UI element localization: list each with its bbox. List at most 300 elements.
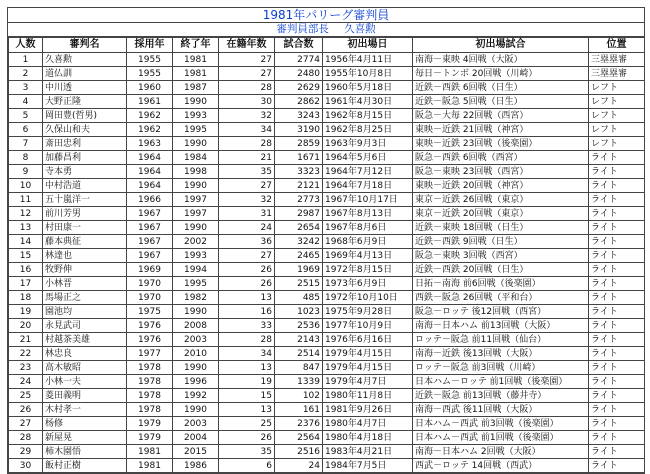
col-debut-game-cell: 日拓－南海 前6回戦（後楽園） xyxy=(413,277,589,291)
table-row xyxy=(9,291,645,305)
table-row xyxy=(9,165,645,179)
col-umpire-name-cell: 村越茶美雄 xyxy=(43,333,127,347)
col-end-year-cell: 2003 xyxy=(173,417,219,431)
col-hire-year-cell: 1979 xyxy=(127,417,173,431)
col-years-cell: 35 xyxy=(219,165,275,179)
col-hire-year-cell: 1955 xyxy=(127,67,173,81)
col-debut-date-cell: 1979年4月7日 xyxy=(323,375,413,389)
col-games-cell: 2515 xyxy=(275,277,323,291)
col-years-cell: 13 xyxy=(219,361,275,375)
col-end-year-cell: 1995 xyxy=(173,123,219,137)
col-debut-game-cell: 近鉄－西鉄 9回戦（日生） xyxy=(413,235,589,249)
col-debut-game-cell: 近鉄－東映 18回戦（日生） xyxy=(413,221,589,235)
col-umpire-name-header: 審判名 xyxy=(43,38,127,53)
col-hire-year-cell: 1964 xyxy=(127,165,173,179)
col-number-cell: 3 xyxy=(9,81,43,95)
col-years-cell: 27 xyxy=(219,67,275,81)
table-row xyxy=(9,207,645,221)
col-end-year-cell: 1997 xyxy=(173,193,219,207)
col-umpire-name-cell: 五十嵐洋一 xyxy=(43,193,127,207)
col-debut-date-cell: 1981年9月26日 xyxy=(323,403,413,417)
col-debut-game-cell: 南海－日本ハム 前13回戦（大阪） xyxy=(413,319,589,333)
col-number-cell: 11 xyxy=(9,193,43,207)
col-debut-date-cell: 1980年4月7日 xyxy=(323,417,413,431)
col-number-cell: 5 xyxy=(9,109,43,123)
col-debut-game-cell: 東映－近鉄 23回戦（後楽園） xyxy=(413,137,589,151)
col-debut-game-cell: 南海－近鉄 後13回戦（大阪） xyxy=(413,347,589,361)
col-hire-year-cell: 1967 xyxy=(127,235,173,249)
col-position-cell: ライト xyxy=(589,193,645,207)
col-games-cell: 1969 xyxy=(275,263,323,277)
table-row xyxy=(9,389,645,403)
col-end-year-cell: 1998 xyxy=(173,165,219,179)
col-hire-year-cell: 1981 xyxy=(127,459,173,473)
col-debut-game-cell: 東京－近鉄 26回戦（東京） xyxy=(413,193,589,207)
col-debut-game-cell: 南海－西武 後11回戦（大阪） xyxy=(413,403,589,417)
col-number-cell: 19 xyxy=(9,305,43,319)
col-years-cell: 16 xyxy=(219,305,275,319)
table-row xyxy=(9,179,645,193)
col-position-cell: ライト xyxy=(589,305,645,319)
col-debut-game-cell: 東京－近鉄 20回戦（東京） xyxy=(413,207,589,221)
col-number-cell: 10 xyxy=(9,179,43,193)
col-end-year-cell: 1996 xyxy=(173,375,219,389)
table-row xyxy=(9,319,645,333)
col-games-cell: 2859 xyxy=(275,137,323,151)
col-number-cell: 18 xyxy=(9,291,43,305)
col-games-cell: 2629 xyxy=(275,81,323,95)
col-umpire-name-cell: 杨修 xyxy=(43,417,127,431)
col-debut-game-cell: 東映－近鉄 21回戦（神宮） xyxy=(413,123,589,137)
col-umpire-name-cell: 中村浩道 xyxy=(43,179,127,193)
col-hire-year-cell: 1970 xyxy=(127,277,173,291)
col-years-cell: 34 xyxy=(219,123,275,137)
col-position-cell: ライト xyxy=(589,179,645,193)
col-debut-date-cell: 1964年7月18日 xyxy=(323,179,413,193)
col-end-year-cell: 1982 xyxy=(173,291,219,305)
col-years-cell: 21 xyxy=(219,151,275,165)
col-games-cell: 2774 xyxy=(275,53,323,67)
col-games-cell: 2862 xyxy=(275,95,323,109)
col-years-cell: 19 xyxy=(219,375,275,389)
table-row xyxy=(9,109,645,123)
col-games-cell: 24 xyxy=(275,459,323,473)
col-position-cell: ライト xyxy=(589,347,645,361)
col-position-cell: ライト xyxy=(589,291,645,305)
col-hire-year-cell: 1960 xyxy=(127,81,173,95)
col-umpire-name-cell: 新屋晃 xyxy=(43,431,127,445)
col-umpire-name-cell: 永見武司 xyxy=(43,319,127,333)
col-end-year-cell: 1986 xyxy=(173,459,219,473)
table-row xyxy=(9,263,645,277)
col-position-cell: ライト xyxy=(589,277,645,291)
table-row xyxy=(9,459,645,473)
col-debut-game-cell: 阪急－西鉄 6回戦（西宮） xyxy=(413,151,589,165)
col-end-year-cell: 1990 xyxy=(173,95,219,109)
col-debut-date-cell: 1979年4月15日 xyxy=(323,347,413,361)
col-position-cell: ライト xyxy=(589,389,645,403)
col-years-cell: 27 xyxy=(219,53,275,67)
col-debut-game-cell: 南海－日本ハム 2回戦（大阪） xyxy=(413,445,589,459)
col-number-cell: 30 xyxy=(9,459,43,473)
col-position-cell: ライト xyxy=(589,445,645,459)
col-debut-date-cell: 1963年9月3日 xyxy=(323,137,413,151)
col-umpire-name-cell: 斎田忠利 xyxy=(43,137,127,151)
col-number-cell: 29 xyxy=(9,445,43,459)
col-debut-date-cell: 1980年11月8日 xyxy=(323,389,413,403)
col-debut-game-cell: 近鉄－阪急 前13回戦（藤井寺） xyxy=(413,389,589,403)
col-games-cell: 2536 xyxy=(275,319,323,333)
col-debut-date-cell: 1967年8月13日 xyxy=(323,207,413,221)
col-hire-year-cell: 1967 xyxy=(127,221,173,235)
col-years-cell: 28 xyxy=(219,333,275,347)
col-umpire-name-cell: 小林晋 xyxy=(43,277,127,291)
col-umpire-name-cell: 菱田義明 xyxy=(43,389,127,403)
col-debut-game-cell: 近鉄－阪急 5回戦（日生） xyxy=(413,95,589,109)
col-number-header: 人数 xyxy=(9,38,43,53)
table-row xyxy=(9,445,645,459)
col-debut-date-cell: 1972年10月10日 xyxy=(323,291,413,305)
col-umpire-name-cell: 大野正隆 xyxy=(43,95,127,109)
col-years-cell: 24 xyxy=(219,221,275,235)
col-umpire-name-cell: 牧野伸 xyxy=(43,263,127,277)
col-position-cell: ライト xyxy=(589,333,645,347)
col-umpire-name-cell: 馬場正之 xyxy=(43,291,127,305)
col-umpire-name-cell: 中川透 xyxy=(43,81,127,95)
col-number-cell: 1 xyxy=(9,53,43,67)
col-umpire-name-cell: 藤本典征 xyxy=(43,235,127,249)
col-years-cell: 26 xyxy=(219,263,275,277)
col-number-cell: 6 xyxy=(9,123,43,137)
col-position-cell: レフト xyxy=(589,81,645,95)
col-debut-date-cell: 1962年8月25日 xyxy=(323,123,413,137)
col-games-cell: 2564 xyxy=(275,431,323,445)
col-debut-date-cell: 1964年7月12日 xyxy=(323,165,413,179)
col-number-cell: 22 xyxy=(9,347,43,361)
col-number-cell: 17 xyxy=(9,277,43,291)
col-hire-year-cell: 1970 xyxy=(127,291,173,305)
col-debut-date-cell: 1960年5月18日 xyxy=(323,81,413,95)
col-number-cell: 8 xyxy=(9,151,43,165)
col-hire-year-cell: 1978 xyxy=(127,403,173,417)
col-years-cell: 32 xyxy=(219,193,275,207)
col-debut-date-cell: 1968年6月9日 xyxy=(323,235,413,249)
col-years-cell: 27 xyxy=(219,249,275,263)
col-games-cell: 3243 xyxy=(275,109,323,123)
col-end-year-cell: 1990 xyxy=(173,137,219,151)
col-debut-date-cell: 1975年9月28日 xyxy=(323,305,413,319)
col-position-cell: レフト xyxy=(589,109,645,123)
col-debut-game-header: 初出場試合 xyxy=(413,38,589,53)
col-years-cell: 27 xyxy=(219,179,275,193)
col-games-cell: 3242 xyxy=(275,235,323,249)
col-games-cell: 2121 xyxy=(275,179,323,193)
col-hire-year-cell: 1967 xyxy=(127,207,173,221)
col-end-year-cell: 2002 xyxy=(173,235,219,249)
col-number-cell: 12 xyxy=(9,207,43,221)
col-umpire-name-cell: 林達也 xyxy=(43,249,127,263)
table-row xyxy=(9,277,645,291)
col-years-cell: 31 xyxy=(219,207,275,221)
col-number-cell: 27 xyxy=(9,417,43,431)
col-position-cell: 三塁塁審 xyxy=(589,67,645,81)
col-years-cell: 13 xyxy=(219,291,275,305)
col-umpire-name-cell: 高木敏昭 xyxy=(43,361,127,375)
col-hire-year-cell: 1963 xyxy=(127,137,173,151)
col-games-cell: 847 xyxy=(275,361,323,375)
col-end-year-cell: 1984 xyxy=(173,151,219,165)
col-years-cell: 13 xyxy=(219,403,275,417)
table-row xyxy=(9,417,645,431)
col-end-year-cell: 1990 xyxy=(173,361,219,375)
col-position-cell: ライト xyxy=(589,263,645,277)
col-debut-date-cell: 1979年4月15日 xyxy=(323,361,413,375)
page-title: 1981年パリーグ審判員 xyxy=(8,8,644,23)
col-number-cell: 2 xyxy=(9,67,43,81)
col-debut-game-cell: 阪急－大毎 22回戦（西宮） xyxy=(413,109,589,123)
col-number-cell: 13 xyxy=(9,221,43,235)
subtitle-name: 久喜勲 xyxy=(344,23,376,35)
col-end-year-cell: 1987 xyxy=(173,81,219,95)
col-debut-date-cell: 1969年4月13日 xyxy=(323,249,413,263)
table-row xyxy=(9,123,645,137)
col-games-cell: 485 xyxy=(275,291,323,305)
col-hire-year-cell: 1966 xyxy=(127,193,173,207)
table-row xyxy=(9,249,645,263)
col-debut-date-cell: 1973年6月9日 xyxy=(323,277,413,291)
col-position-cell: ライト xyxy=(589,165,645,179)
col-end-year-cell: 1997 xyxy=(173,207,219,221)
col-debut-date-cell: 1961年4月30日 xyxy=(323,95,413,109)
col-years-cell: 34 xyxy=(219,347,275,361)
col-years-cell: 28 xyxy=(219,137,275,151)
col-debut-game-cell: ロッテ－阪急 前11回戦（仙台） xyxy=(413,333,589,347)
col-debut-date-cell: 1955年10月8日 xyxy=(323,67,413,81)
col-umpire-name-cell: 柿木園悟 xyxy=(43,445,127,459)
col-number-cell: 20 xyxy=(9,319,43,333)
col-umpire-name-cell: 前川芳男 xyxy=(43,207,127,221)
col-hire-year-cell: 1981 xyxy=(127,445,173,459)
col-number-cell: 25 xyxy=(9,389,43,403)
col-debut-game-cell: 東映－近鉄 20回戦（神宮） xyxy=(413,179,589,193)
umpire-table xyxy=(8,37,645,473)
col-games-header: 試合数 xyxy=(275,38,323,53)
col-position-cell: ライト xyxy=(589,207,645,221)
col-end-year-cell: 1990 xyxy=(173,305,219,319)
col-debut-date-cell: 1962年8月15日 xyxy=(323,109,413,123)
col-end-year-cell: 2008 xyxy=(173,319,219,333)
col-years-cell: 6 xyxy=(219,459,275,473)
table-row xyxy=(9,193,645,207)
col-debut-date-cell: 1967年8月6日 xyxy=(323,221,413,235)
col-debut-game-cell: 毎日－トンボ 20回戦（川崎） xyxy=(413,67,589,81)
table-row xyxy=(9,151,645,165)
col-position-cell: ライト xyxy=(589,459,645,473)
col-debut-game-cell: 西武－ロッテ 14回戦（西武） xyxy=(413,459,589,473)
col-number-cell: 24 xyxy=(9,375,43,389)
subtitle xyxy=(8,23,644,37)
col-number-cell: 7 xyxy=(9,137,43,151)
col-debut-game-cell: 近鉄－西鉄 20回戦（日生） xyxy=(413,263,589,277)
col-end-year-cell: 2015 xyxy=(173,445,219,459)
col-debut-date-cell: 1980年4月18日 xyxy=(323,431,413,445)
col-debut-date-cell: 1972年8月15日 xyxy=(323,263,413,277)
col-debut-game-cell: 阪急－東映 3回戦（西宮） xyxy=(413,249,589,263)
col-debut-game-cell: ロッテ－阪急 前3回戦（川崎） xyxy=(413,361,589,375)
col-hire-year-cell: 1976 xyxy=(127,333,173,347)
col-debut-date-cell: 1977年10月9日 xyxy=(323,319,413,333)
col-umpire-name-cell: 林忠良 xyxy=(43,347,127,361)
col-debut-game-cell: 西鉄－阪急 26回戦（平和台） xyxy=(413,291,589,305)
col-debut-date-cell: 1956年4月11日 xyxy=(323,53,413,67)
col-position-cell: 三塁塁審 xyxy=(589,53,645,67)
col-debut-game-cell: 阪急－東映 23回戦（西宮） xyxy=(413,165,589,179)
col-end-year-cell: 1981 xyxy=(173,53,219,67)
col-years-cell: 15 xyxy=(219,389,275,403)
col-years-cell: 25 xyxy=(219,417,275,431)
col-number-cell: 15 xyxy=(9,249,43,263)
col-umpire-name-cell: 岡田豊(哲男) xyxy=(43,109,127,123)
table-row xyxy=(9,81,645,95)
col-number-cell: 4 xyxy=(9,95,43,109)
col-end-year-cell: 2010 xyxy=(173,347,219,361)
col-hire-year-cell: 1978 xyxy=(127,375,173,389)
col-games-cell: 3190 xyxy=(275,123,323,137)
col-position-cell: レフト xyxy=(589,123,645,137)
table-row xyxy=(9,95,645,109)
table-row xyxy=(9,53,645,67)
table-row xyxy=(9,333,645,347)
col-position-cell: ライト xyxy=(589,403,645,417)
table-row xyxy=(9,431,645,445)
col-number-cell: 9 xyxy=(9,165,43,179)
col-games-cell: 1023 xyxy=(275,305,323,319)
col-end-year-cell: 2004 xyxy=(173,431,219,445)
col-position-cell: ライト xyxy=(589,235,645,249)
col-umpire-name-cell: 道仏訓 xyxy=(43,67,127,81)
col-hire-year-cell: 1962 xyxy=(127,109,173,123)
col-number-cell: 14 xyxy=(9,235,43,249)
col-hire-year-cell: 1978 xyxy=(127,361,173,375)
col-end-year-cell: 1995 xyxy=(173,277,219,291)
col-debut-date-cell: 1984年7月5日 xyxy=(323,459,413,473)
col-games-cell: 102 xyxy=(275,389,323,403)
col-debut-game-cell: 日本ハム－西武 前1回戦（後楽園） xyxy=(413,431,589,445)
col-hire-year-cell: 1976 xyxy=(127,319,173,333)
col-games-cell: 2376 xyxy=(275,417,323,431)
col-umpire-name-cell: 久喜勲 xyxy=(43,53,127,67)
col-number-cell: 16 xyxy=(9,263,43,277)
col-position-cell: ライト xyxy=(589,151,645,165)
table-row xyxy=(9,403,645,417)
col-umpire-name-cell: 小林一夫 xyxy=(43,375,127,389)
col-hire-year-cell: 1979 xyxy=(127,431,173,445)
table-row xyxy=(9,67,645,81)
col-hire-year-header: 採用年 xyxy=(127,38,173,53)
col-umpire-name-cell: 村田康一 xyxy=(43,221,127,235)
subtitle-role: 審判員部長 xyxy=(276,23,329,35)
col-number-cell: 23 xyxy=(9,361,43,375)
col-years-cell: 36 xyxy=(219,235,275,249)
col-years-header: 在籍年数 xyxy=(219,38,275,53)
col-debut-date-cell: 1964年5月6日 xyxy=(323,151,413,165)
col-end-year-cell: 1981 xyxy=(173,67,219,81)
col-end-year-cell: 1990 xyxy=(173,403,219,417)
col-end-year-cell: 1992 xyxy=(173,389,219,403)
col-end-year-cell: 2003 xyxy=(173,333,219,347)
col-end-year-cell: 1993 xyxy=(173,249,219,263)
col-position-cell: ライト xyxy=(589,375,645,389)
col-position-cell: ライト xyxy=(589,417,645,431)
table-row xyxy=(9,375,645,389)
col-years-cell: 28 xyxy=(219,81,275,95)
col-games-cell: 3323 xyxy=(275,165,323,179)
table-row xyxy=(9,305,645,319)
col-years-cell: 30 xyxy=(219,95,275,109)
col-number-cell: 21 xyxy=(9,333,43,347)
col-debut-game-cell: 近鉄－西鉄 6回戦（日生） xyxy=(413,81,589,95)
col-hire-year-cell: 1978 xyxy=(127,389,173,403)
col-debut-game-cell: 日本ハム－ロッテ 前1回戦（後楽園） xyxy=(413,375,589,389)
col-debut-date-cell: 1967年10月17日 xyxy=(323,193,413,207)
col-games-cell: 161 xyxy=(275,403,323,417)
col-position-cell: ライト xyxy=(589,249,645,263)
col-end-year-cell: 1994 xyxy=(173,263,219,277)
col-games-cell: 2480 xyxy=(275,67,323,81)
col-position-cell: ライト xyxy=(589,319,645,333)
col-umpire-name-cell: 加藤昌利 xyxy=(43,151,127,165)
col-hire-year-cell: 1962 xyxy=(127,123,173,137)
col-years-cell: 26 xyxy=(219,431,275,445)
col-end-year-cell: 1990 xyxy=(173,179,219,193)
col-debut-date-header: 初出場日 xyxy=(323,38,413,53)
col-games-cell: 2987 xyxy=(275,207,323,221)
col-number-cell: 26 xyxy=(9,403,43,417)
table-row xyxy=(9,221,645,235)
col-debut-date-cell: 1976年6月16日 xyxy=(323,333,413,347)
col-position-cell: レフト xyxy=(589,95,645,109)
roster-sheet xyxy=(7,7,645,474)
col-umpire-name-cell: 木村孝一 xyxy=(43,403,127,417)
table-row xyxy=(9,347,645,361)
col-hire-year-cell: 1977 xyxy=(127,347,173,361)
table-row xyxy=(9,235,645,249)
col-umpire-name-cell: 久保山和夫 xyxy=(43,123,127,137)
col-debut-game-cell: 南海－東映 4回戦（大阪） xyxy=(413,53,589,67)
col-end-year-header: 終了年 xyxy=(173,38,219,53)
col-games-cell: 2514 xyxy=(275,347,323,361)
col-position-header: 位置 xyxy=(589,38,645,53)
table-row xyxy=(9,137,645,151)
col-position-cell: ライト xyxy=(589,361,645,375)
col-position-cell: ライト xyxy=(589,431,645,445)
col-games-cell: 1671 xyxy=(275,151,323,165)
col-years-cell: 33 xyxy=(219,319,275,333)
col-hire-year-cell: 1964 xyxy=(127,151,173,165)
col-years-cell: 26 xyxy=(219,277,275,291)
col-end-year-cell: 1993 xyxy=(173,109,219,123)
col-years-cell: 35 xyxy=(219,445,275,459)
col-hire-year-cell: 1961 xyxy=(127,95,173,109)
col-games-cell: 2773 xyxy=(275,193,323,207)
col-hire-year-cell: 1967 xyxy=(127,249,173,263)
table-row xyxy=(9,361,645,375)
col-umpire-name-cell: 園池均 xyxy=(43,305,127,319)
col-end-year-cell: 1990 xyxy=(173,221,219,235)
col-games-cell: 2654 xyxy=(275,221,323,235)
col-hire-year-cell: 1969 xyxy=(127,263,173,277)
table-header-row xyxy=(9,38,645,53)
